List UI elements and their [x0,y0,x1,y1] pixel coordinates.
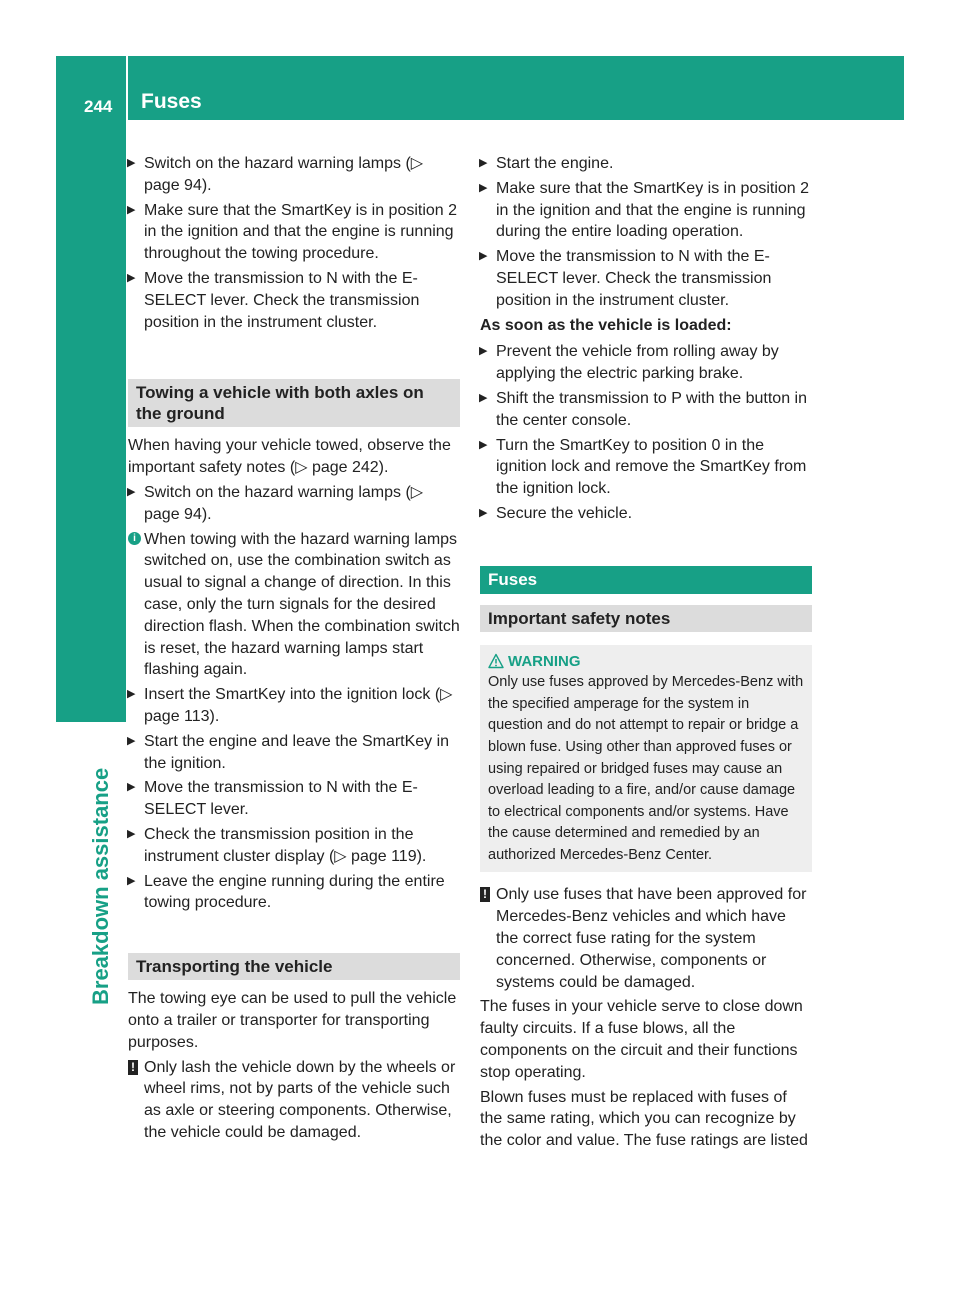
step-item [480,503,812,525]
step-text: Shift the transmission to P with the button in the center console. [496,389,807,429]
arrow-icon: ▶ [127,688,136,701]
arrow-icon: ▶ [127,271,136,284]
info-note [128,529,460,682]
warning-text: Only use fuses approved by Mercedes-Benz with the specified amperage for the system in question and do not attempt to repair or bridge a blown fuse. Using other than approved fuses or using repaired or bridged fuses may cause an overload leading to a fire, and/or cause damage to electrical components and/or systems. Have the cause determined and remedied by an authorized Mercedes-Benz Center. [488,674,804,863]
notice-text: Only use fuses that have been approved for Mercedes-Benz vehicles and which have the correct fuse rating for the system concerned. Otherwise, components or systems could be damaged. [496,886,807,991]
heading-towing-both-axles: Towing a vehicle with both axles on the ground [128,379,460,427]
warning-title: WARNING [508,652,581,670]
step-text: Start the engine and leave the SmartKey in the ignition. [144,732,450,772]
arrow-icon: ▶ [127,485,136,498]
heading-fuses: Fuses [480,566,812,594]
step-item [128,684,460,728]
heading-transporting: Transporting the vehicle [128,953,460,980]
exclamation-icon: ! [128,1060,138,1075]
step-item [480,153,812,175]
step-item [128,482,460,526]
fuses-paragraph-2: Blown fuses must be replaced with fuses of the same rating, which you can recognize by the color and value. The fuse ratings are listed [480,1088,808,1150]
step-text: Insert the SmartKey into the ignition lock (▷ page 113). [144,686,453,725]
notice-item [480,884,812,993]
page-number: 244 [84,97,113,116]
step-text: Secure the vehicle. [496,504,633,522]
arrow-icon: ▶ [127,781,136,794]
arrow-icon: ▶ [127,874,136,887]
step-item [128,824,460,868]
arrow-icon: ▶ [127,734,136,747]
arrow-icon: ▶ [479,181,488,194]
step-text: Make sure that the SmartKey is in position 2 in the ignition and that the engine is running during the entire loading operation. [496,179,810,241]
step-text: Check the transmission position in the instrument cluster display (▷ page 119). [144,825,427,865]
arrow-icon: ▶ [479,250,488,263]
step-item [128,871,460,915]
step-text: Move the transmission to N with the E-SELECT lever. [144,779,418,819]
info-icon: i [128,532,141,545]
heading-important-safety-notes: Important safety notes [480,605,812,632]
loaded-heading: As soon as the vehicle is loaded: [480,316,732,334]
step-item [128,268,460,333]
side-tab [56,120,126,722]
arrow-icon: ▶ [479,391,488,404]
notice-item [128,1057,460,1144]
warning-title-row [488,651,804,673]
step-item [480,435,812,500]
info-text: When towing with the hazard warning lamps switched on, use the combination switch as usual to signal a change of direction. In this case, only the turn signals for the desired direction flash. When the combination switch is reset, the hazard warning lamps start flashing again. [144,530,460,679]
transporting-intro: The towing eye can be used to pull the vehicle onto a trailer or transporter for transporting purposes. [128,990,457,1051]
header-divider [126,56,128,120]
step-text: Switch on the hazard warning lamps (▷ page 94). [144,155,424,194]
step-item [480,341,812,385]
step-item [480,246,812,311]
arrow-icon: ▶ [127,203,136,216]
step-item [128,731,460,775]
left-column [128,153,460,1147]
step-text: Start the engine. [496,155,614,172]
step-item [128,153,460,197]
fuses-paragraph-1: The fuses in your vehicle serve to close down faulty circuits. If a fuse blows, all the components on the circuit and their functions stop operating. [480,998,803,1081]
exclamation-icon: ! [480,887,490,902]
step-text: Move the transmission to N with the E-SELECT lever. Check the transmission position in the instrument cluster. [496,248,772,309]
arrow-icon: ▶ [479,438,488,451]
step-text: Prevent the vehicle from rolling away by applying the electric parking brake. [496,343,779,383]
arrow-icon: ▶ [479,345,488,358]
arrow-icon: ▶ [127,827,136,840]
step-text: Turn the SmartKey to position 0 in the ignition lock and remove the SmartKey from the ignition lock. [496,436,807,498]
step-item [128,200,460,265]
step-text: Switch on the hazard warning lamps (▷ page 94). [144,483,424,523]
arrow-icon: ▶ [479,506,488,519]
notice-text: Only lash the vehicle down by the wheels or wheel rims, not by parts of the vehicle such as axle or steering components. Otherwise, the vehicle could be damaged. [144,1058,456,1141]
side-label-text: Breakdown assistance [88,767,113,1005]
step-item [128,777,460,821]
towing-intro: When having your vehicle towed, observe the important safety notes (▷ page 242). [128,437,451,477]
side-label [74,725,124,1005]
step-text: Leave the engine running during the entire towing procedure. [144,872,445,912]
step-item [480,178,812,243]
warning-box [480,645,812,873]
step-text: Make sure that the SmartKey is in position 2 in the ignition and that the engine is running throughout the towing procedure. [144,201,458,263]
header-section-title: Fuses [141,90,202,113]
step-text: Move the transmission to N with the E-SELECT lever. Check the transmission position in the instrument cluster. [144,269,420,331]
right-column [480,153,812,1155]
arrow-icon: ▶ [479,157,488,169]
warning-triangle-icon [488,653,504,669]
step-item [480,388,812,432]
arrow-icon: ▶ [127,157,136,169]
